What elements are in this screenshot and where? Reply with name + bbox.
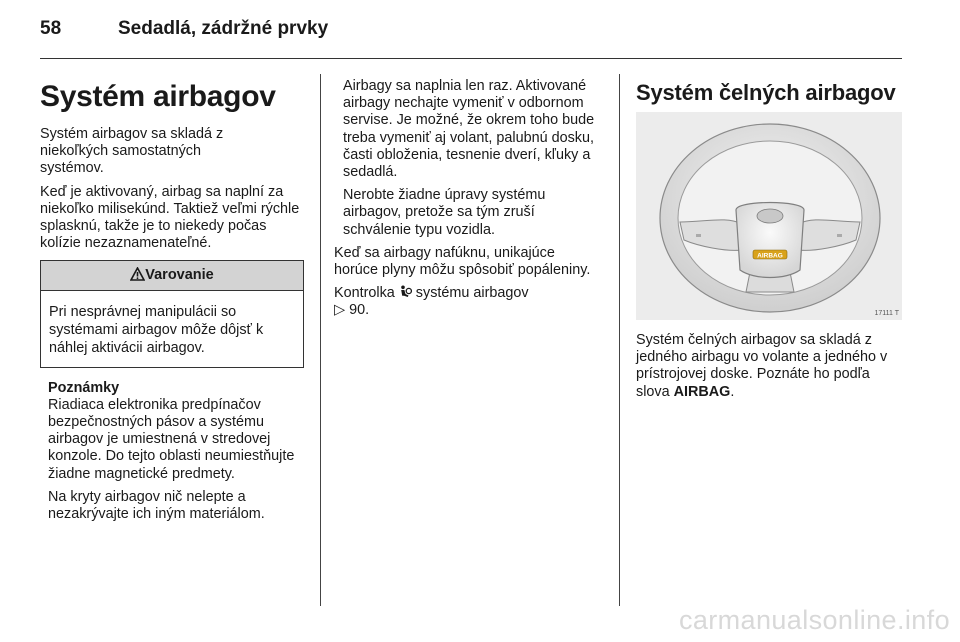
activation-paragraph: Keď je aktivovaný, airbag sa naplní za niekoľko milisekúnd. Taktiež veľmi rýchle splasknú, takže je to niekedy počas kolízie nezaznamenateľné. (40, 183, 300, 252)
watermark: carmanualsonline.info (678, 605, 950, 635)
column-2 (334, 78, 602, 326)
hot-gases-paragraph: Keď sa airbagy nafúknu, unikajúce horúce plyny môžu spôsobiť popáleniny. (334, 244, 591, 279)
figure-label: 17111 T (874, 310, 899, 317)
indicator-post: systému airbagov (415, 285, 529, 302)
section-heading: Systém čelných airbagov (636, 80, 896, 105)
intro-paragraph: Systém airbagov sa skladá z niekoľkých samostatných systémov. (40, 126, 224, 177)
front-airbag-text: Systém čelných airbagov sa skladá z jedného airbagu vo volante a jedného v prístrojovej doske. Poznáte ho podľa slova (636, 332, 888, 400)
column-divider-right (619, 74, 620, 606)
page-number: 58 (40, 18, 62, 39)
column-3 (636, 80, 906, 106)
column-1 (40, 80, 304, 529)
note-block (40, 380, 304, 524)
indicator-pre: Kontrolka (334, 285, 395, 302)
warning-title: Varovanie (145, 267, 214, 284)
note-text-2: Na kryty airbagov nič nelepte a nezakrývajte ich iným materiálom. (48, 488, 265, 523)
warning-box (40, 260, 304, 367)
front-airbag-paragraph (636, 332, 906, 401)
wheel-airbag-label: AIRBAG (757, 252, 783, 260)
steering-wheel-figure (636, 112, 902, 320)
indicator-paragraph (334, 285, 602, 319)
page-reference[interactable]: 90. (349, 302, 370, 319)
steering-wheel-illustration (636, 112, 902, 320)
note-text: Riadiaca elektronika predpínačov bezpečnostných pásov a systému airbagov je umiestnená v stredovej konzole. Do tejto oblasti neumiestňujte žiadne magnetické predmety. (48, 396, 295, 482)
note-title: Poznámky (48, 379, 120, 396)
replacement-paragraph: Airbagy sa naplnia len raz. Aktivované airbagy nechajte vymeniť v odbornom servise. Je možné, že okrem toho bude treba vymeniť aj volant, palubnú dosku, časti obloženia, tesnenie dverí, kľuky a sedadlá. (343, 78, 595, 181)
warning-header (41, 261, 303, 290)
reference-arrow-icon: ▷ (334, 302, 346, 319)
warning-text: Pri nesprávnej manipulácii so systémami airbagov môže dôjsť k náhlej aktivácii airbagov. (49, 303, 264, 356)
column-divider-left (320, 74, 321, 606)
airbag-word: AIRBAG (673, 383, 731, 400)
airbag-indicator-icon (399, 285, 412, 299)
warning-triangle-icon (130, 267, 145, 281)
header-rule (40, 58, 902, 59)
page-header (40, 18, 328, 40)
modification-paragraph: Nerobte žiadne úpravy systému airbagov, pretože sa tým zruší schválenie typu vozidla. (343, 187, 546, 238)
paragraph-end: . (730, 383, 735, 400)
page-title: Systém airbagov (40, 80, 276, 113)
section-title: Sedadlá, zádržné prvky (118, 18, 329, 39)
column-3-text (636, 332, 906, 407)
